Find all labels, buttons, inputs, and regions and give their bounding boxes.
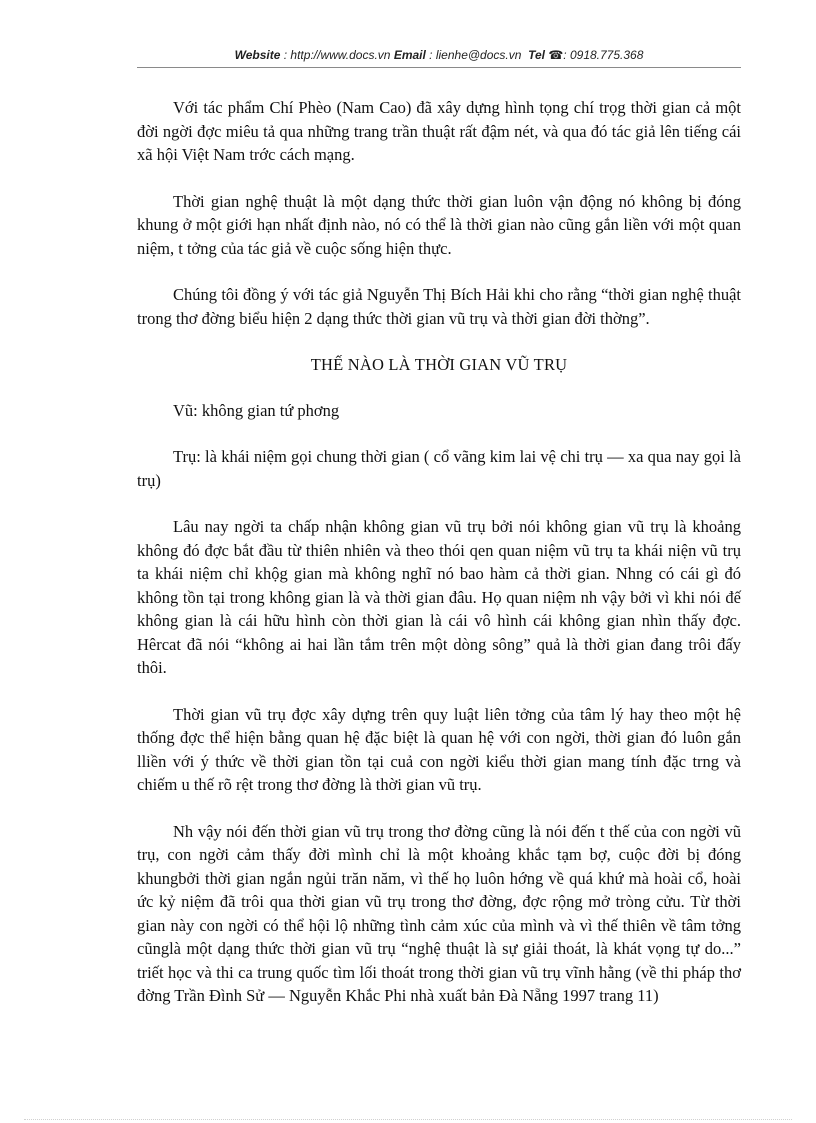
paragraph: Với tác phẩm Chí Phèo (Nam Cao) đã xây dựng hình tọng chí trọg thời gian cả một đời ngời đợc miêu tả qua những trang trần thuật rất đậm nét, và qua đó tác giả lên tiếng cái xã hội Việt Nam trớc cách mạng. [137,98,741,164]
paragraph: Trụ: là khái niệm gọi chung thời gian ( cổ vãng kim lai vệ chi trụ — xa qua nay gọi là trụ) [137,447,741,490]
paragraph: Thời gian nghệ thuật là một dạng thức thời gian luôn vận động nó không bị đóng khung ở một giới hạn nhất định nào, nó có thể là thời gian nào cũng gắn liền với một quan niệm, t tởng của tác giả về cuộc sống hiện thực. [137,191,741,258]
email-separator: : [425,48,436,62]
tel-value: 0918.775.368 [569,48,644,62]
website-separator: : [280,48,291,62]
phone-icon: ☎ [548,48,564,62]
paragraph: Vũ: không gian tứ phơng [173,400,340,420]
paragraph: Thời gian vũ trụ đợc xây dựng trên quy luật liên tởng của tâm lý hay theo một hệ thống đợc thể hiện bằng quan hệ đặc biệt là quan hệ với con ngời, thời gian đó luôn gắn lliền với ý thức về thời gian tồn tại cuả con ngời kiểu thời gian mang tính đặc trng và chiếm u thế rõ rệt trong thơ đờng là thời gian vũ trụ. [137,704,741,794]
website-link[interactable]: http://www.docs.vn [290,48,391,62]
paragraph: Nh vậy nói đến thời gian vũ trụ trong thơ đờng cũng là nói đến t thế của con ngời vũ trụ, con ngời cảm thấy đời mình chỉ là một khoảng khắc tạm bợ, cuộc đời bị đóng khungbởi thời gian ngắn ngủi trăn năm, vì thế họ luôn hớng về quá khứ mà hoài cổ, hoài ức kỷ niệm đã trôi qua thời gian vũ trụ trong thơ đờng, đợc rộng mở tròng cửu. Từ thời gian này con ngời có thể hội lộ những tình cảm xúc của mình và vì thế thiên về tâm tởng cũnglà một dạng thức thời gian vũ trụ “nghệ thuật là sự giải thoát, là khát vọng tự do...” triết học và thi ca trung quốc tìm lối thoát trong thời gian vũ trụ vĩnh hằng (về thi pháp thơ đờng Trần Đình Sử — Nguyễn Khắc Phi nhà xuất bản Đà Nẵng 1997 trang 11) [137,821,741,1005]
tel-label: Tel [528,48,545,62]
paragraph: Chúng tôi đồng ý với tác giả Nguyễn Thị Bích Hải khi cho rằng “thời gian nghệ thuật trong thơ đờng biểu hiện 2 dạng thức thời gian vũ trụ và thời gian đời thờng”. [137,285,741,328]
website-label: Website [234,48,281,62]
email-label: Email [393,48,426,62]
tel-separator: : [563,48,570,62]
email-link[interactable]: lienhe@docs.vn [435,48,522,62]
section-title: THẾ NÀO LÀ THỜI GIAN VŨ TRỤ [310,355,568,374]
paragraph: Lâu nay ngời ta chấp nhận không gian vũ trụ bởi nói không gian vũ trụ là khoảng không đó đợc bắt đầu từ thiên nhiên và theo thói qen quan niệm vũ trụ ta khái niện vũ trụ ta khái niệm chỉ khộg gian mà không nghĩ nó bao hàm cả thời gian. Nhng có cái gì đó không tồn tại trong không gian là và thời gian đâu. Họ quan niệm nh vậy bởi vì khi nói đế không gian là cái hữu hình còn thời gian là cái vô hình cái không gian nhìn thấy đợc. Hêrcat đã nói “không ai hai lần tắm trên một dòng sông” quả là thời gian đang trôi đấy thôi. [137,517,741,677]
page-header [137,47,741,68]
document-body [137,96,741,1031]
page-bottom-divider [24,1119,792,1120]
